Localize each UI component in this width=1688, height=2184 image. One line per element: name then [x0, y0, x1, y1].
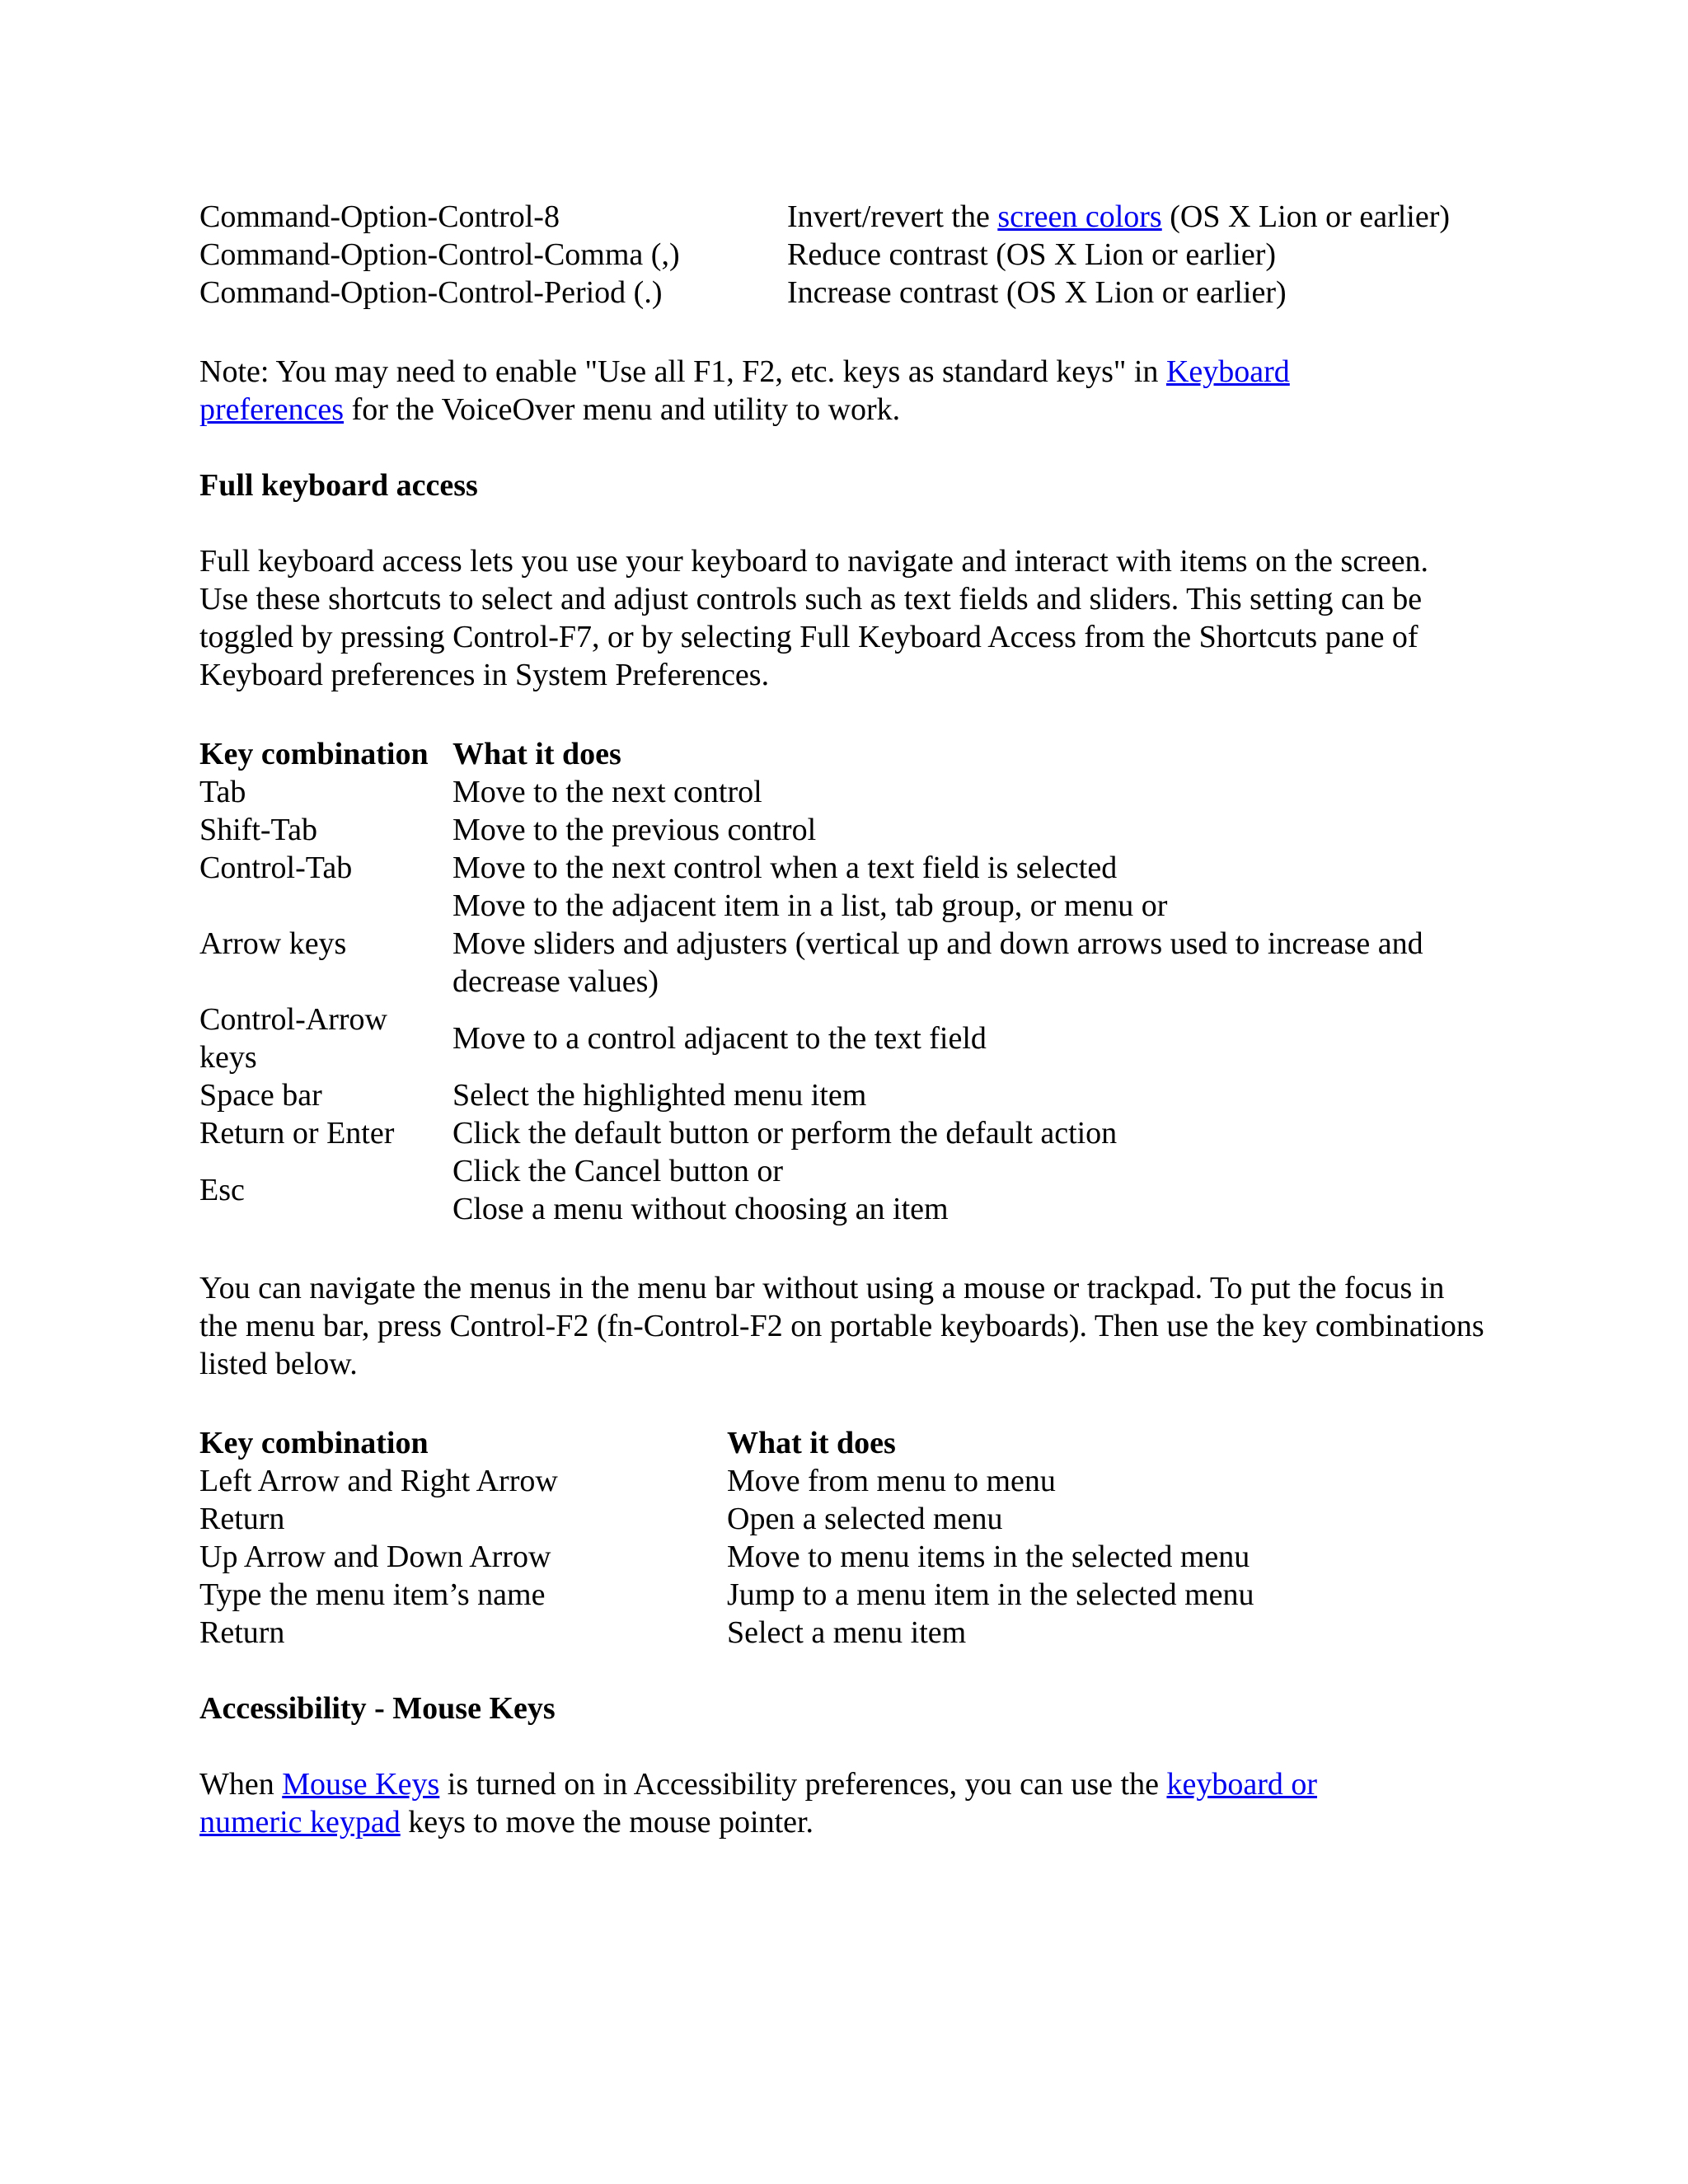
key-cell: Up Arrow and Down Arrow: [199, 1540, 551, 1574]
column-header: What it does: [452, 737, 621, 771]
desc-line: decrease values): [452, 964, 659, 999]
table-row: [199, 236, 1450, 274]
table-row: [199, 1076, 1485, 1114]
column-header: Key combination: [199, 1426, 429, 1460]
key-cell: Control-Arrow keys: [199, 1002, 387, 1075]
key-cell: Tab: [199, 775, 246, 809]
table-row: [199, 811, 1485, 849]
section-heading-full-keyboard-access: Full keyboard access: [199, 468, 478, 503]
para-text: keys to move the mouse pointer.: [400, 1805, 814, 1840]
table-row: [199, 773, 1485, 811]
key-cell: Return: [199, 1502, 285, 1536]
table-header-row: [199, 1424, 1254, 1462]
mouse-keys-paragraph: [199, 1765, 1485, 1841]
table-row: [199, 1462, 1254, 1500]
key-cell: Command-Option-Control-8: [199, 199, 560, 234]
desc-cell: Reduce contrast (OS X Lion or earlier): [787, 237, 1277, 272]
document-page: [199, 198, 1485, 1841]
desc-cell: Increase contrast (OS X Lion or earlier): [787, 275, 1287, 310]
mouse-keys-link[interactable]: Mouse Keys: [282, 1767, 440, 1802]
desc-cell: [452, 1152, 1485, 1228]
keyboard-preferences-link[interactable]: Keyboard: [1165, 354, 1290, 389]
table-row: [199, 849, 1485, 887]
note-paragraph: [199, 353, 1485, 429]
desc-cell: Move to a control adjacent to the text field: [452, 1021, 987, 1056]
desc-cell: Select a menu item: [727, 1615, 967, 1650]
key-cell: Type the menu item’s name: [199, 1577, 546, 1612]
menubar-intro-paragraph: You can navigate the menus in the menu bar without using a mouse or trackpad. To put the focus in the menu bar, press Control-F2 (fn-Control-F2 on portable keyboards). Then use the key combinations listed below.: [199, 1271, 1484, 1381]
column-header: What it does: [727, 1426, 896, 1460]
keyboard-keypad-link[interactable]: keyboard or: [1166, 1767, 1318, 1802]
desc-line: Close a menu without choosing an item: [452, 1192, 949, 1226]
key-cell: Arrow keys: [199, 926, 347, 961]
desc-cell: Move to the next control when a text field is selected: [452, 851, 1118, 885]
table-row: [199, 1152, 1485, 1228]
desc-cell: Click the default button or perform the default action: [452, 1116, 1118, 1151]
key-cell: Return or Enter: [199, 1116, 395, 1151]
desc-text: (OS X Lion or earlier): [1161, 199, 1451, 234]
desc-cell: Jump to a menu item in the selected menu: [727, 1577, 1254, 1612]
key-cell: Command-Option-Control-Comma (,): [199, 237, 680, 272]
table-row: [199, 887, 1485, 1001]
desc-line: Move sliders and adjusters (vertical up and down arrows used to increase and: [452, 926, 1423, 961]
note-text: Note: You may need to enable "Use all F1, F2, etc. keys as standard keys" in: [199, 354, 1166, 389]
para-text: When: [199, 1767, 283, 1802]
table-row: [199, 198, 1450, 236]
desc-line: Move to the adjacent item in a list, tab group, or menu or: [452, 888, 1168, 923]
desc-cell: Move to the previous control: [452, 813, 817, 847]
desc-cell: Open a selected menu: [727, 1502, 1003, 1536]
table-row: [199, 274, 1450, 312]
key-cell: Return: [199, 1615, 285, 1650]
key-cell: Left Arrow and Right Arrow: [199, 1464, 558, 1498]
para-text: is turned on in Accessibility preferences, you can use the: [439, 1767, 1167, 1802]
desc-cell: Move from menu to menu: [727, 1464, 1056, 1498]
desc-line: Click the Cancel button or: [452, 1154, 784, 1188]
section-heading-mouse-keys: Accessibility - Mouse Keys: [199, 1691, 556, 1726]
table-row: [199, 1114, 1485, 1152]
key-cell: Esc: [199, 1173, 245, 1207]
key-cell: Command-Option-Control-Period (.): [199, 275, 663, 310]
fka-shortcuts-table: [199, 735, 1485, 1228]
desc-text: Invert/revert the: [787, 199, 998, 234]
note-text: for the VoiceOver menu and utility to work.: [344, 392, 901, 427]
keyboard-keypad-link-cont[interactable]: numeric keypad: [199, 1805, 401, 1840]
key-cell: Control-Tab: [199, 851, 353, 885]
table-row: [199, 1614, 1254, 1652]
desc-cell: [452, 887, 1485, 1001]
table-row: [199, 1001, 1485, 1076]
table-row: [199, 1500, 1254, 1538]
menubar-shortcuts-table: [199, 1424, 1254, 1652]
desc-cell: Move to menu items in the selected menu: [727, 1540, 1250, 1574]
key-cell: Space bar: [199, 1078, 322, 1113]
keyboard-preferences-link-cont[interactable]: preferences: [199, 392, 345, 427]
table-row: [199, 1576, 1254, 1614]
desc-cell: Select the highlighted menu item: [452, 1078, 867, 1113]
desc-cell: Move to the next control: [452, 775, 762, 809]
table-row: [199, 1538, 1254, 1576]
table-header-row: [199, 735, 1485, 773]
key-cell: Shift-Tab: [199, 813, 317, 847]
fka-intro-paragraph: Full keyboard access lets you use your keyboard to navigate and interact with items on the screen. Use these shortcuts to select and adjust controls such as text fields and sliders. This setting can be toggled by pressing Control-F7, or by selecting Full Keyboard Access from the Shortcuts pane of Keyboard preferences in System Preferences.: [199, 544, 1429, 692]
screen-colors-link[interactable]: screen colors: [997, 199, 1162, 234]
column-header: Key combination: [199, 737, 429, 771]
voiceover-shortcuts-table: [199, 198, 1450, 312]
desc-cell: [787, 198, 1450, 236]
